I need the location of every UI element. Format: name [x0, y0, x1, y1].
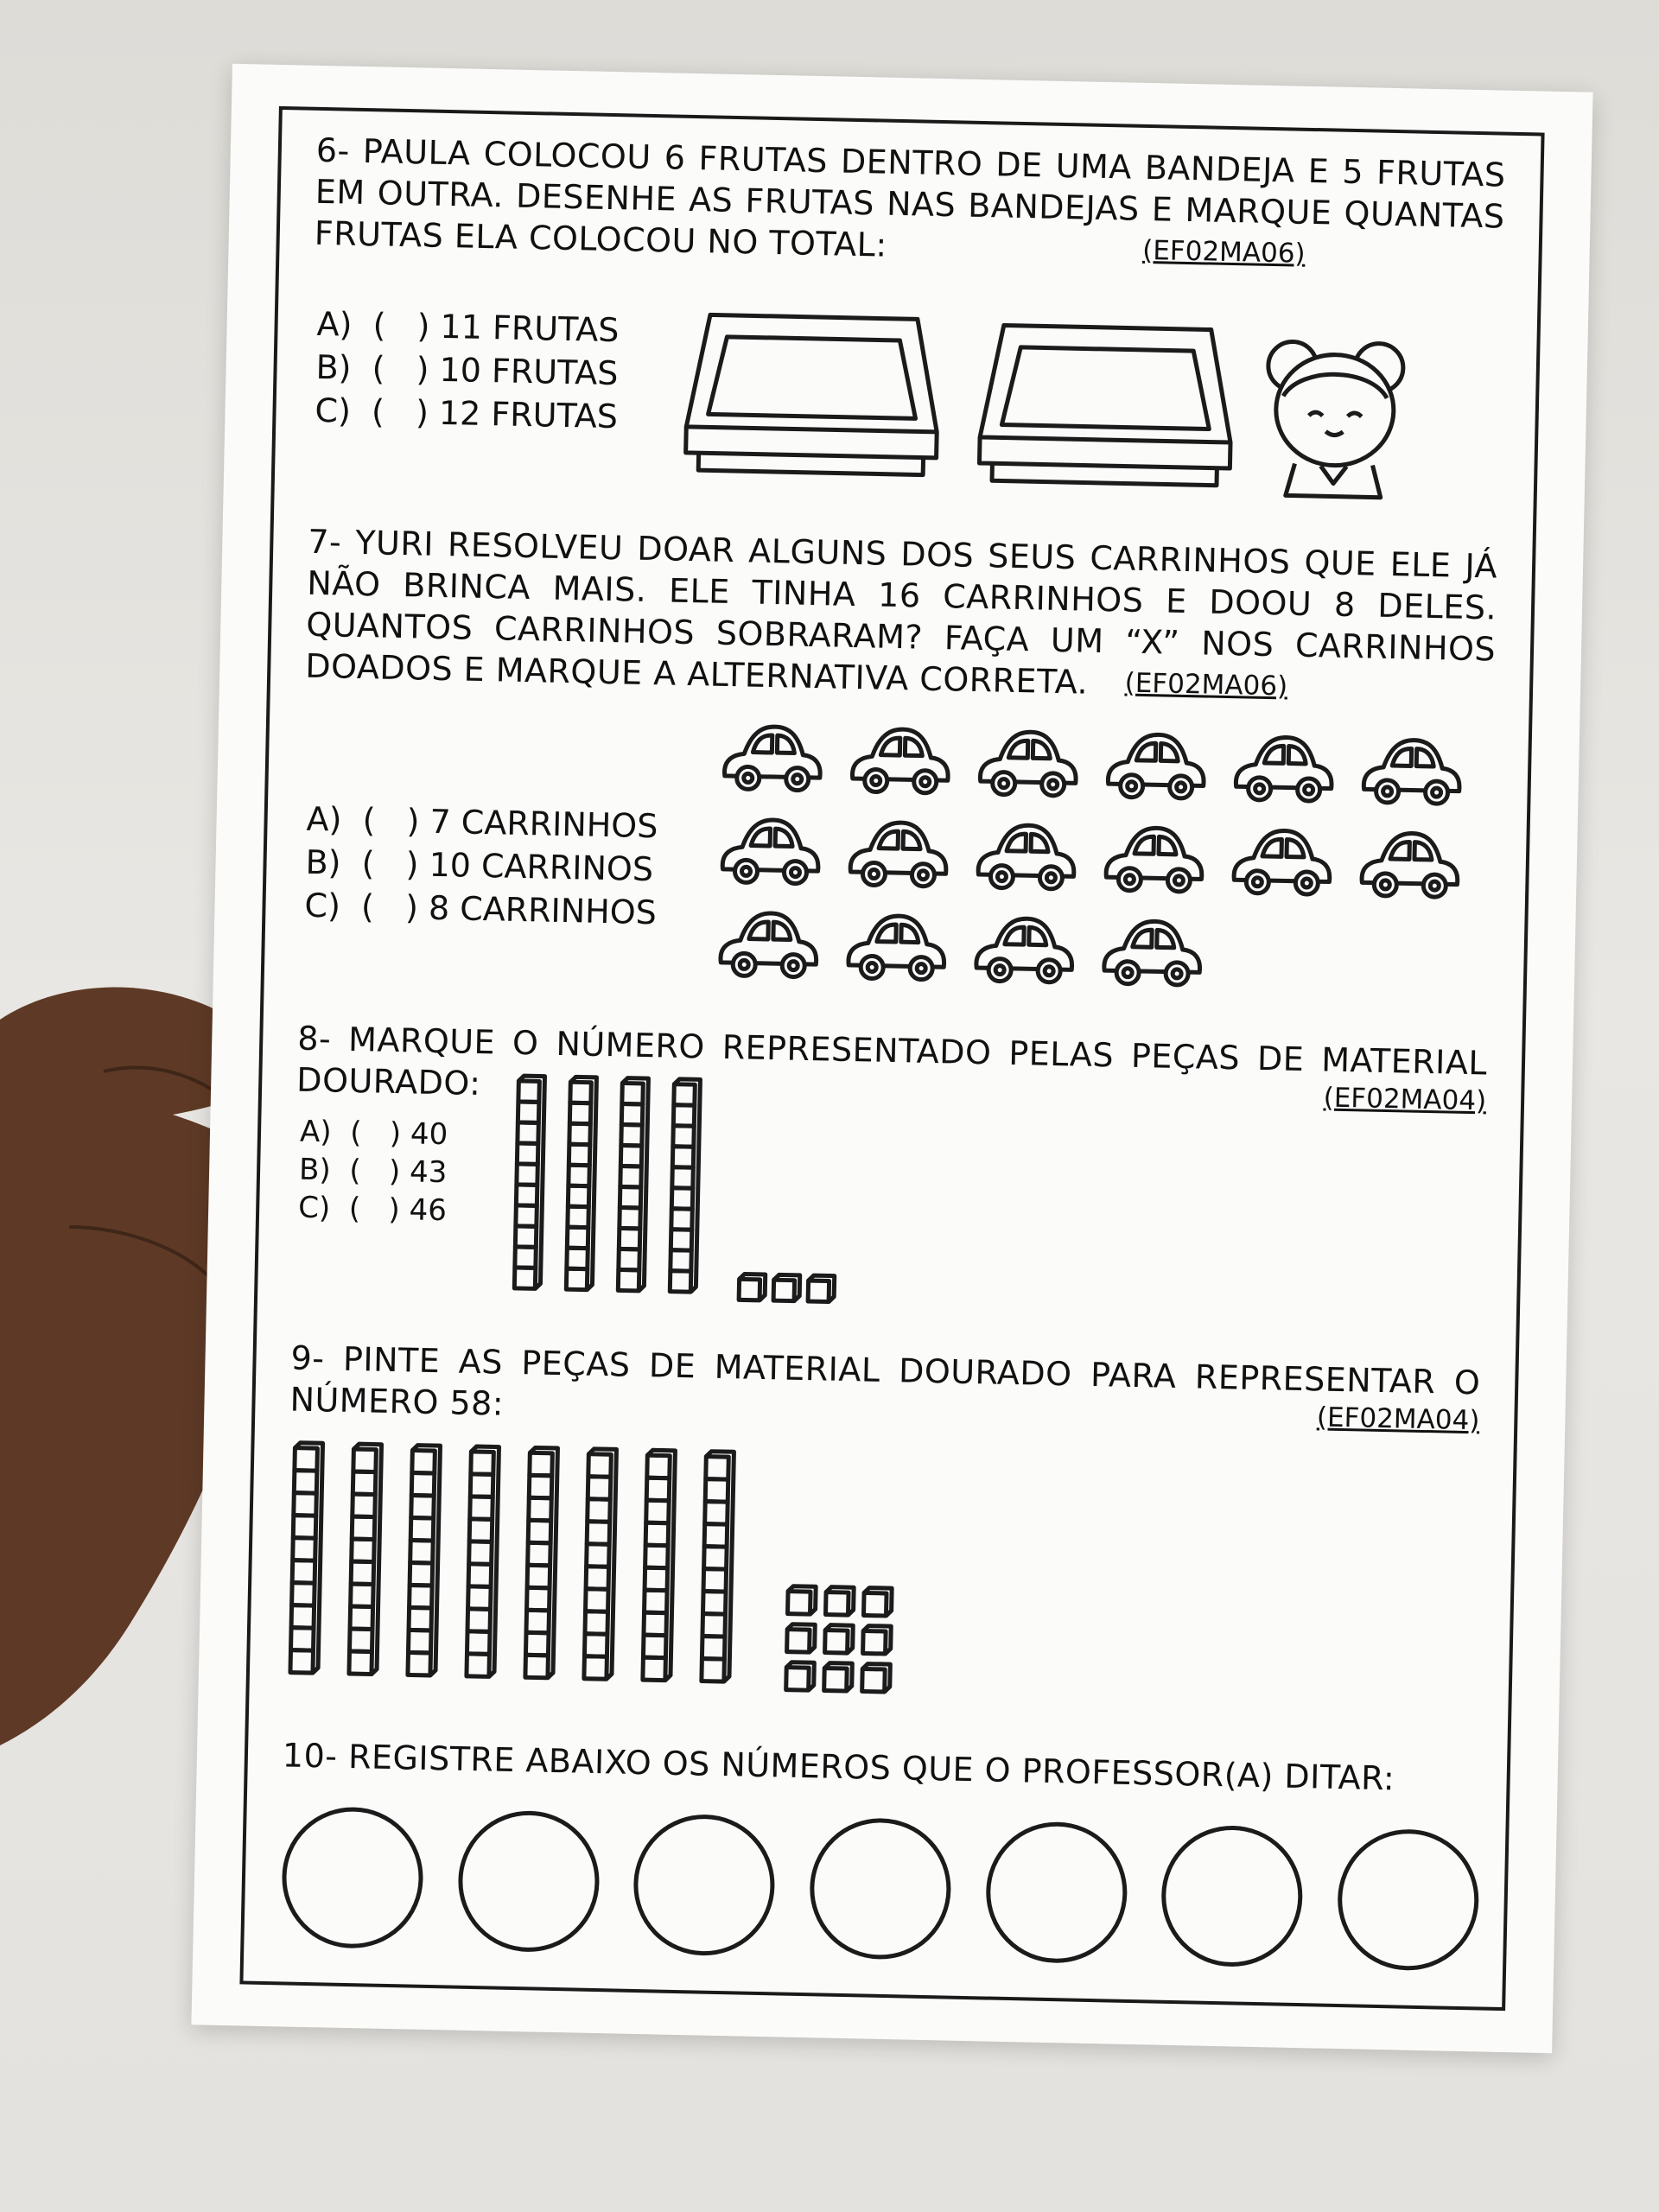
answer-circle[interactable] [1158, 1822, 1306, 1970]
car-icon[interactable] [715, 809, 825, 898]
answer-circle[interactable] [278, 1803, 426, 1951]
unit-cube[interactable] [861, 1586, 893, 1618]
car-icon[interactable] [1101, 723, 1211, 812]
answer-circles [278, 1803, 1473, 1984]
answer-circle[interactable] [982, 1818, 1130, 1966]
question-7 [298, 521, 1497, 1030]
ten-rod [564, 1075, 598, 1292]
question-9 [283, 1338, 1481, 1743]
car-icon[interactable] [1227, 819, 1337, 908]
question-6-text: 6- PAULA COLOCOU 6 FRUTAS DENTRO DE UMA BANDEJA E 5 FRUTAS EM OUTRA. DESENHE AS FRUTAS NAS BANDEJAS E MARQUE QUANTAS FRUTAS ELA COLOCOU NO TOTAL: [314, 130, 1507, 264]
question-8-options [298, 1113, 448, 1230]
ten-rod [616, 1076, 650, 1293]
car-icon[interactable] [971, 814, 1081, 903]
cars-grid [713, 715, 1497, 1017]
question-9-text: 9- PINTE AS PEÇAS DE MATERIAL DOURADO PARA REPRESENTAR O NÚMERO 58: [289, 1338, 1481, 1423]
ten-rod[interactable] [465, 1445, 501, 1679]
car-icon[interactable] [843, 811, 953, 900]
question-6-options [315, 302, 620, 438]
unit-cube [772, 1273, 802, 1303]
ten-rod [512, 1074, 546, 1291]
car-icon[interactable] [717, 715, 827, 804]
question-6-code: (EF02MA06) [1141, 234, 1306, 270]
ten-rod[interactable] [700, 1450, 736, 1684]
answer-circle[interactable] [1334, 1826, 1482, 1974]
car-icon[interactable] [1099, 817, 1209, 906]
unit-cube[interactable] [823, 1623, 855, 1655]
question-8 [291, 1018, 1487, 1354]
question-8-code: (EF02MA04) [1323, 1082, 1487, 1117]
question-7-options [304, 798, 658, 934]
option-c[interactable]: C) ( ) 46 [297, 1190, 448, 1229]
car-icon[interactable] [1097, 910, 1207, 999]
tray-icon [975, 321, 1237, 507]
car-icon[interactable] [973, 721, 1083, 810]
answer-circle[interactable] [806, 1815, 954, 1962]
unit-cube [737, 1272, 767, 1302]
ten-rod[interactable] [347, 1442, 384, 1676]
answer-circle[interactable] [454, 1808, 602, 1955]
car-icon[interactable] [969, 907, 1079, 996]
unit-cube[interactable] [861, 1624, 893, 1656]
ten-rod[interactable] [406, 1443, 442, 1677]
unit-cube[interactable] [823, 1661, 855, 1693]
tray-icon [681, 310, 944, 497]
base-ten-blocks-q9[interactable] [288, 1441, 984, 1715]
unit-cube [806, 1274, 836, 1304]
ten-rod[interactable] [289, 1441, 325, 1675]
ten-rod[interactable] [582, 1447, 619, 1681]
unit-cube[interactable] [785, 1623, 817, 1655]
option-a[interactable]: A) ( ) 40 [299, 1114, 448, 1153]
unit-cube[interactable] [785, 1661, 817, 1693]
car-icon[interactable] [845, 718, 955, 807]
worksheet-paper [191, 64, 1592, 2053]
ten-rod[interactable] [641, 1448, 677, 1682]
option-b[interactable]: B) ( ) 43 [298, 1152, 448, 1191]
option-c[interactable]: C) ( ) 8 CARRINHOS [304, 886, 658, 932]
option-b[interactable]: B) ( ) 10 FRUTAS [315, 347, 619, 393]
girl-icon [1260, 335, 1410, 503]
car-icon[interactable] [1229, 726, 1338, 815]
option-b[interactable]: B) ( ) 10 CARRINOS [305, 842, 654, 889]
car-icon[interactable] [842, 905, 951, 994]
answer-circle[interactable] [631, 1811, 779, 1959]
question-10 [278, 1734, 1472, 1984]
question-8-text: 8- MARQUE O NÚMERO REPRESENTADO PELAS PEÇAS DE MATERIAL DOURADO: [296, 1019, 1488, 1103]
ten-rod[interactable] [524, 1446, 560, 1680]
unit-cube[interactable] [785, 1585, 817, 1617]
question-7-text: 7- YURI RESOLVEU DOAR ALGUNS DOS SEUS CARRINHOS QUE ELE JÁ NÃO BRINCA MAIS. ELE TINHA 16 CARRINHOS E DOOU 8 DELES. QUANTOS CARRINHOS SOBRARAM? FAÇA UM “X” NOS CARRINHOS DOADOS E MARQUE A ALTERNATIVA CORRETA. [304, 522, 1498, 702]
car-icon[interactable] [1357, 728, 1466, 817]
unit-cube[interactable] [823, 1585, 855, 1617]
ten-rod [668, 1077, 702, 1294]
worksheet-border [239, 106, 1544, 2011]
option-a[interactable]: A) ( ) 11 FRUTAS [316, 304, 620, 350]
car-icon[interactable] [1355, 822, 1465, 911]
unit-cube[interactable] [861, 1662, 893, 1694]
question-10-text: 10- REGISTRE ABAIXO OS NÚMEROS QUE O PROFESSOR(A) DITAR: [282, 1736, 1395, 1798]
base-ten-blocks-q8 [512, 1074, 949, 1342]
question-6 [308, 130, 1506, 543]
option-c[interactable]: C) ( ) 12 FRUTAS [315, 391, 619, 436]
car-icon[interactable] [714, 902, 823, 991]
question-7-code: (EF02MA06) [1124, 667, 1288, 702]
option-a[interactable]: A) ( ) 7 CARRINHOS [306, 799, 658, 846]
question-9-code: (EF02MA04) [1316, 1402, 1480, 1437]
